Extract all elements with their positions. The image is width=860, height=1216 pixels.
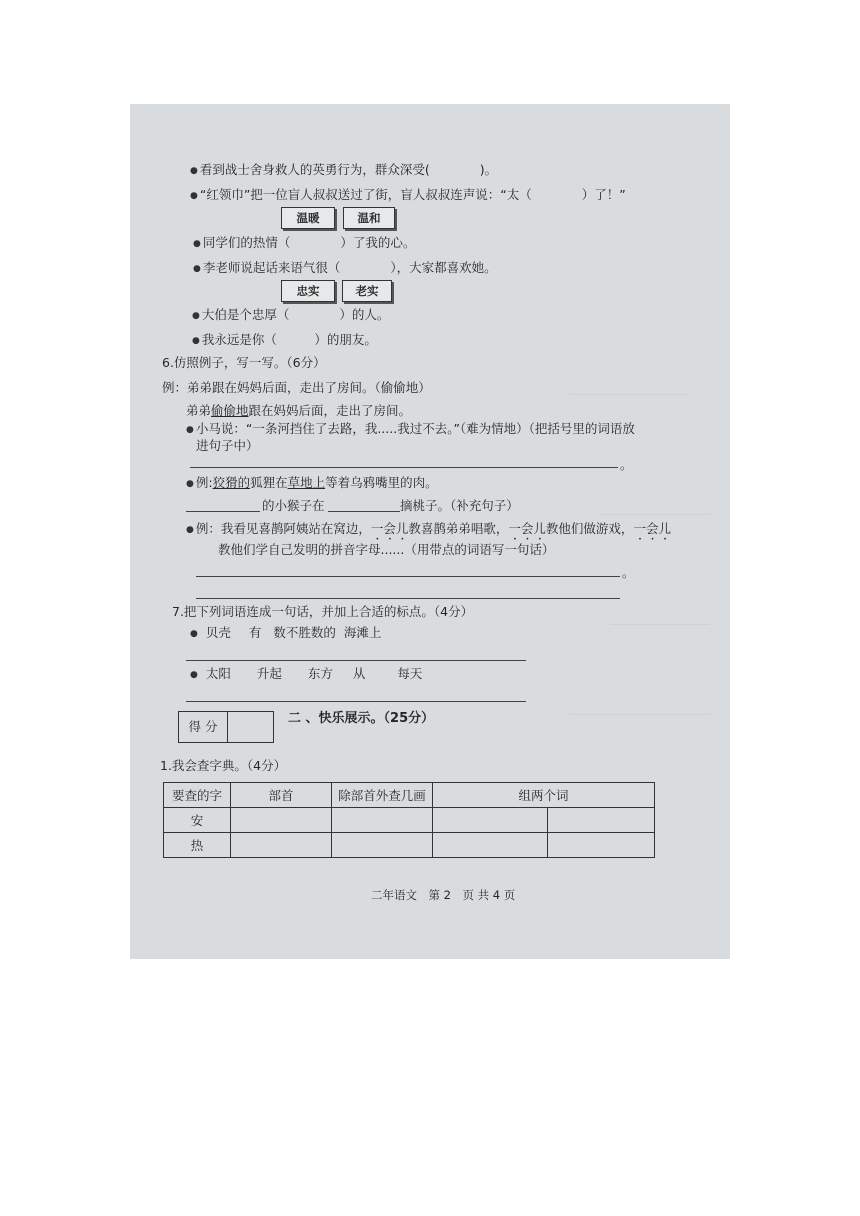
cell-radical[interactable] bbox=[231, 833, 332, 858]
word-beike: 贝壳 bbox=[205, 625, 231, 640]
q6-title: 6.仿照例子，写一写。（6分） bbox=[162, 355, 326, 370]
fill-item-3: ● 同学们的热情（ ）了我的心。 bbox=[193, 235, 415, 253]
page-footer: 二年语文 第 2 页 共 4 页 bbox=[371, 888, 516, 902]
q7-title: 7.把下列词语连成一句话，并加上合适的标点。（4分） bbox=[172, 604, 474, 619]
word-box-zhongshi: 忠实 bbox=[281, 280, 335, 302]
header-words: 组两个词 bbox=[433, 783, 655, 808]
word-haitanshang: 海滩上 bbox=[343, 625, 382, 640]
word-meitian: 每天 bbox=[397, 666, 423, 681]
fill-item-4: ● 李老师说起话来语气很（ ），大家都喜欢她。 bbox=[193, 260, 497, 278]
table-row bbox=[164, 833, 655, 858]
cell-word-1[interactable] bbox=[433, 808, 548, 833]
q6-sub3-line1: ● 例：我看见喜鹊阿姨站在窝边，一会儿教喜鹊弟弟唱歌，一会儿教他们做游戏，一会儿 bbox=[186, 521, 671, 543]
cell-radical[interactable] bbox=[231, 808, 332, 833]
dictionary-table bbox=[163, 782, 655, 858]
word-shengqi: 升起 bbox=[256, 666, 282, 681]
answer-line-q7-2[interactable] bbox=[186, 701, 526, 702]
period-2: 。 bbox=[622, 565, 635, 580]
fill-blank-place[interactable] bbox=[328, 511, 400, 512]
q7-row2 bbox=[190, 666, 422, 684]
word-dongfang: 东方 bbox=[307, 666, 333, 681]
answer-line-1[interactable] bbox=[190, 467, 618, 468]
word-box-wenhe: 温和 bbox=[343, 207, 395, 229]
q6-example-b: 弟弟偷偷地跟在妈妈后面，走出了房间。 bbox=[186, 403, 412, 418]
section2-heading: 二 、快乐展示。（25分） bbox=[288, 711, 435, 726]
cell-word-2[interactable] bbox=[548, 833, 655, 858]
q6-example-a: 例：弟弟跟在妈妈后面，走出了房间。（偷偷地） bbox=[162, 380, 431, 395]
header-char: 要查的字 bbox=[164, 783, 231, 808]
header-strokes: 除部首外查几画 bbox=[332, 783, 433, 808]
fill-item-5: ● 大伯是个忠厚（ ）的人。 bbox=[192, 307, 389, 325]
q6-sub1-line1: ● 小马说：“一条河挡住了去路，我.....我过不去。”（难为情地）（把括号里的词语放 bbox=[186, 421, 635, 439]
score-label: 得 分 bbox=[179, 712, 228, 742]
fill-item-2: ● “红领巾”把一位盲人叔叔送过了街，盲人叔叔连声说：“太（ ）了！” bbox=[190, 187, 626, 205]
fill-item-6: ● 我永远是你（ ）的朋友。 bbox=[192, 332, 377, 350]
word-cong: 从 bbox=[352, 666, 366, 681]
word-box-wennuan: 温暖 bbox=[281, 207, 335, 229]
char-re: 热 bbox=[164, 833, 231, 858]
q1-title: 1.我会查字典。（4分） bbox=[160, 758, 287, 773]
answer-line-2[interactable] bbox=[196, 576, 620, 577]
q6-sub1-line2: 进句子中） bbox=[196, 438, 259, 453]
fill-item-1: ● 看到战士舍身救人的英勇行为，群众深受( )。 bbox=[190, 162, 497, 180]
answer-line-3[interactable] bbox=[196, 598, 620, 599]
score-box bbox=[178, 711, 274, 743]
header-radical: 部首 bbox=[231, 783, 332, 808]
q6-sub2: ● 例:狡猾的狐狸在草地上等着乌鸦嘴里的肉。 bbox=[186, 475, 438, 493]
q6-sub2-fill-a: 的小猴子在 bbox=[262, 498, 325, 513]
cell-word-2[interactable] bbox=[548, 808, 655, 833]
cell-strokes[interactable] bbox=[332, 808, 433, 833]
answer-line-q7-1[interactable] bbox=[186, 660, 526, 661]
table-row bbox=[164, 808, 655, 833]
word-shubushengshude: 数不胜数的 bbox=[273, 625, 336, 640]
table-header-row bbox=[164, 783, 655, 808]
q6-sub3-line2: 教他们学自己发明的拼音字母......（用带点的词语写一句话） bbox=[218, 542, 555, 557]
word-taiyang: 太阳 bbox=[205, 666, 231, 681]
q7-row1 bbox=[190, 625, 381, 643]
cell-strokes[interactable] bbox=[332, 833, 433, 858]
fill-blank-adjective[interactable] bbox=[186, 511, 260, 512]
period-1: 。 bbox=[620, 457, 633, 472]
cell-word-1[interactable] bbox=[433, 833, 548, 858]
q6-sub2-fill-b: 摘桃子。（补充句子） bbox=[400, 498, 519, 513]
example-underlined-word: 偷偷地 bbox=[211, 403, 249, 418]
word-you: 有 bbox=[248, 625, 262, 640]
char-an: 安 bbox=[164, 808, 231, 833]
word-box-laoshi: 老实 bbox=[342, 280, 392, 302]
